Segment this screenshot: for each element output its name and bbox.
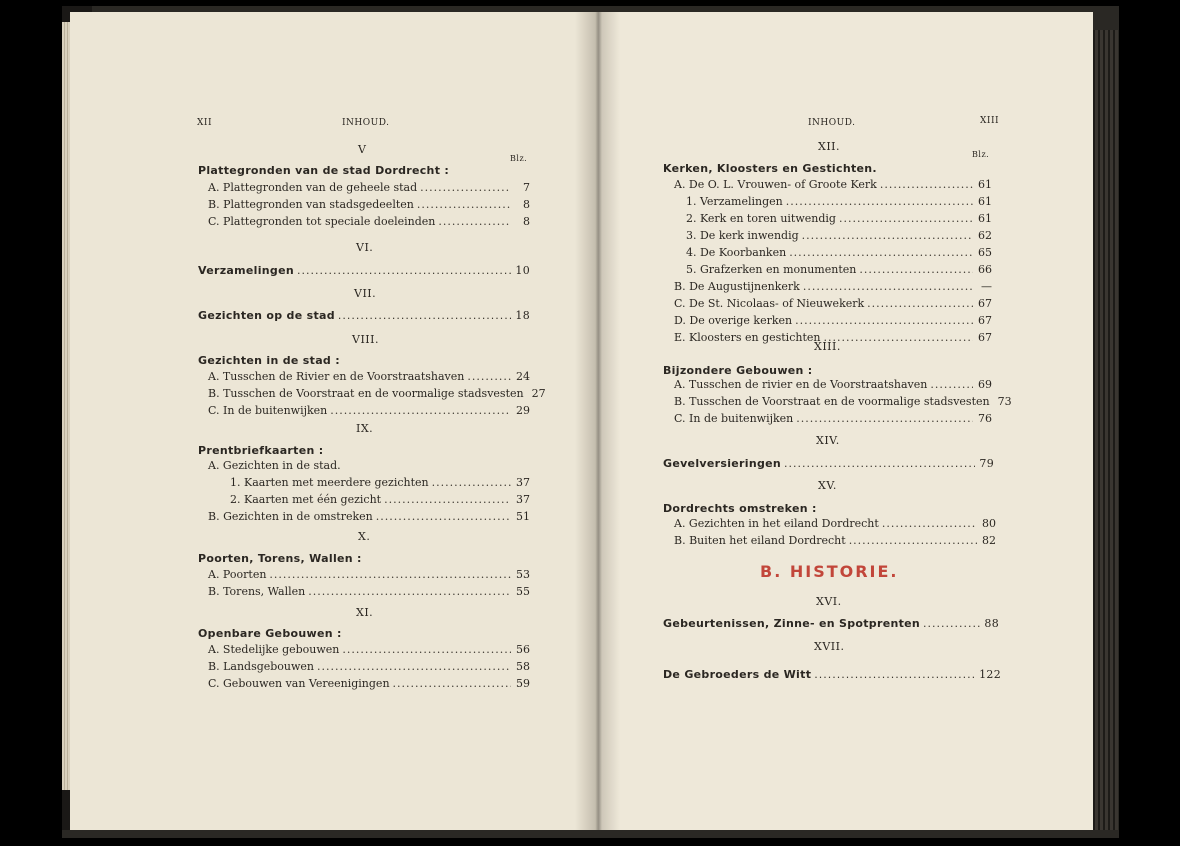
section-heading: Bijzondere Gebouwen :: [663, 364, 813, 377]
toc-entry: 1. Kaarten met meerdere gezichten ..... 37: [230, 476, 530, 489]
part-heading: B. HISTORIE.: [760, 562, 899, 581]
book-gutter: [575, 12, 620, 830]
toc-entry: C. In de buitenwijken ..... 29: [208, 404, 530, 417]
toc-entry: 4. De Koorbanken ..... 65: [686, 246, 992, 259]
section-roman: VII.: [354, 287, 377, 300]
toc-entry: B. Gezichten in de omstreken ..... 51: [208, 510, 530, 523]
toc-entry: B. Tusschen de Voorstraat en de voormalige stadsvesten 73: [674, 395, 1012, 408]
right-page: [598, 12, 1093, 830]
toc-entry: A. Tusschen de rivier en de Voorstraatshaven ..... 69: [674, 378, 992, 391]
section-heading: Prentbriefkaarten :: [198, 444, 324, 457]
section-roman: XIV.: [816, 434, 840, 447]
toc-entry: A. Tusschen de Rivier en de Voorstraatshaven ..... 24: [208, 370, 530, 383]
section-roman: IX.: [356, 422, 374, 435]
section-heading: Dordrechts omstreken :: [663, 502, 817, 515]
toc-entry: A. Gezichten in het eiland Dordrecht ..... 80: [674, 517, 996, 530]
blz-label: Blz.: [972, 150, 990, 159]
section-roman: X.: [358, 530, 371, 543]
toc-entry: B. Landsgebouwen ..... 58: [208, 660, 530, 673]
toc-heading-entry: Gezichten op de stad ..... 18: [198, 309, 530, 322]
section-roman: VIII.: [352, 333, 379, 346]
toc-entry: A. De O. L. Vrouwen- of Groote Kerk ..... 61: [674, 178, 992, 191]
toc-entry: E. Kloosters en gestichten ..... 67: [674, 331, 992, 344]
toc-entry: A. Gezichten in de stad.: [208, 459, 341, 472]
toc-entry: A. Poorten ..... 53: [208, 568, 530, 581]
toc-entry: 2. Kaarten met één gezicht ..... 37: [230, 493, 530, 506]
toc-entry: A. Plattegronden van de geheele stad ..... 7: [208, 181, 530, 194]
toc-entry: A. Stedelijke gebouwen ..... 56: [208, 643, 530, 656]
section-heading: Plattegronden van de stad Dordrecht :: [198, 164, 450, 177]
right-running-title: INHOUD.: [808, 118, 856, 128]
right-running-page-number: XIII: [980, 116, 1000, 126]
toc-entry: C. De St. Nicolaas- of Nieuwekerk ..... 67: [674, 297, 992, 310]
section-heading: Kerken, Kloosters en Gestichten.: [663, 162, 877, 175]
toc-entry: D. De overige kerken ..... 67: [674, 314, 992, 327]
toc-entry: 2. Kerk en toren uitwendig ..... 61: [686, 212, 992, 225]
right-cover-edge: [1090, 30, 1118, 830]
toc-entry: B. Plattegronden van stadsgedeelten ..... 8: [208, 198, 530, 211]
section-roman: XIII.: [814, 340, 841, 353]
section-roman: XVI.: [816, 595, 842, 608]
left-running-title: INHOUD.: [342, 118, 390, 128]
left-running-page-number: XII: [197, 118, 213, 128]
toc-heading-entry: De Gebroeders de Witt ..... 122: [663, 668, 1001, 681]
toc-entry: C. Plattegronden tot speciale doeleinden ..... 8: [208, 215, 530, 228]
toc-heading-entry: Gevelversieringen ..... 79: [663, 457, 994, 470]
left-page: [70, 12, 600, 830]
section-roman: XII.: [818, 140, 841, 153]
toc-entry: 1. Verzamelingen ..... 61: [686, 195, 992, 208]
toc-entry: B. De Augustijnenkerk ..... —: [674, 280, 992, 293]
section-heading: Gezichten in de stad :: [198, 354, 340, 367]
toc-heading-entry: Gebeurtenissen, Zinne- en Spotprenten ..... 88: [663, 617, 999, 630]
section-roman: XVII.: [814, 640, 845, 653]
section-roman: XV.: [818, 479, 837, 492]
blz-label: Blz.: [510, 154, 528, 163]
toc-entry: C. In de buitenwijken ..... 76: [674, 412, 992, 425]
section-heading: Openbare Gebouwen :: [198, 627, 342, 640]
section-roman: V: [358, 143, 367, 156]
toc-entry: 5. Grafzerken en monumenten ..... 66: [686, 263, 992, 276]
toc-entry: C. Gebouwen van Vereenigingen ..... 59: [208, 677, 530, 690]
toc-entry: B. Torens, Wallen ..... 55: [208, 585, 530, 598]
section-roman: XI.: [356, 606, 374, 619]
section-heading: Poorten, Torens, Wallen :: [198, 552, 362, 565]
toc-entry: B. Tusschen de Voorstraat en de voormalige stadsvesten 27: [208, 387, 546, 400]
toc-entry: 3. De kerk inwendig ..... 62: [686, 229, 992, 242]
toc-heading-entry: Verzamelingen ..... 10: [198, 264, 530, 277]
section-roman: VI.: [356, 241, 374, 254]
toc-entry: B. Buiten het eiland Dordrecht ..... 82: [674, 534, 996, 547]
